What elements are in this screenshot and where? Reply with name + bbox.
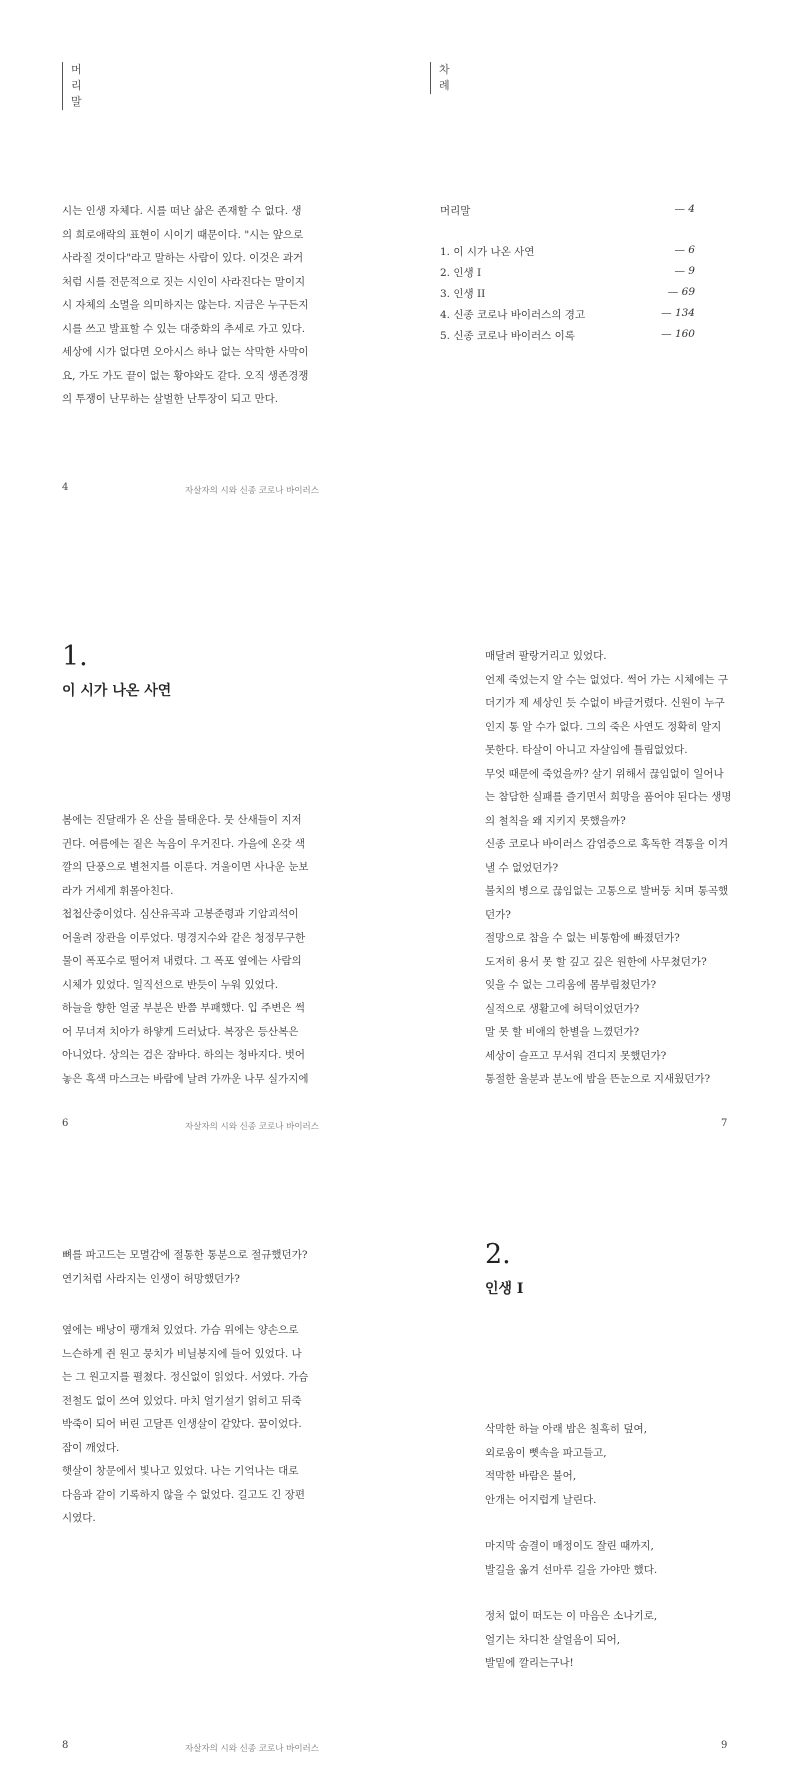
poem-line: 마지막 숨결이 매정이도 잘린 때까지, [485, 1540, 654, 1552]
text-line: 는 그 원고지를 펼쳤다. 정신없이 읽었다. 서였다. 가슴 [62, 1371, 309, 1383]
heading-char: 머 [71, 63, 82, 76]
text-line: 햇살이 창문에서 빛나고 있었다. 나는 기억나는 대로 [62, 1465, 299, 1477]
text-line: 옆에는 배낭이 팽개쳐 있었다. 가슴 위에는 양손으로 [62, 1324, 299, 1336]
poem-line: 적막한 바람은 불어, [485, 1470, 577, 1482]
page6-body [62, 809, 309, 1091]
toc-page: — 69 [667, 286, 695, 298]
text-line: 통절한 울분과 분노에 밤을 뜬눈으로 지새웠던가? [485, 1073, 711, 1085]
toc-entry[interactable] [440, 286, 695, 307]
page9-chapter-number: 2. [485, 1239, 511, 1270]
text-line: 불치의 병으로 끊임없는 고통으로 발버둥 치며 통곡했 [485, 885, 729, 897]
page8-body [62, 1319, 308, 1531]
text-line: 의 철칙을 왜 지키지 못했을까? [485, 814, 626, 827]
poem-line: 얼기는 차디찬 살얼음이 되어, [485, 1633, 621, 1646]
text-line: 뼈를 파고드는 모멸감에 절통한 통분으로 절규했던가? [62, 1249, 308, 1261]
stanza [485, 1535, 657, 1582]
text-line: 처럼 시를 전문적으로 짓는 시인이 사라진다는 말이지 [62, 275, 306, 288]
toc-page: — 134 [661, 307, 695, 319]
text-line: 하늘을 향한 얼굴 부분은 반쯤 부패했다. 입 주변은 썩 [62, 1002, 306, 1014]
toc-entry[interactable] [440, 328, 695, 349]
text-line: 낼 수 없었던가? [485, 861, 559, 874]
toc-label: 5. 신종 코로나 바이러스 이록 [440, 330, 575, 342]
text-line: 박죽이 되어 버린 고달픈 인생살이 같았다. 꿈이었다. [62, 1418, 302, 1430]
poem-line: 삭막한 하늘 아래 밤은 칠흑히 덮여, [485, 1423, 648, 1435]
toc-label: 1. 이 시가 나온 사연 [440, 246, 535, 258]
text-line: 연기처럼 사라지는 인생이 허망했던가? [62, 1272, 240, 1285]
text-line: 무엇 때문에 죽었을까? 살기 위해서 끊임없이 일어나 [485, 767, 724, 780]
toc-label: 2. 인생 I [440, 267, 482, 279]
text-line: 놓은 흑색 마스크는 바람에 날려 가까운 나무 실가지에 [62, 1072, 309, 1085]
text-line: 언제 죽었는지 알 수는 없었다. 썩어 가는 시체에는 구 [485, 673, 729, 686]
toc-page: — 6 [674, 244, 695, 256]
table-of-contents [440, 203, 695, 349]
text-line: 신종 코로나 바이러스 감염증으로 혹독한 격통을 이겨 [485, 838, 729, 850]
text-line: 절망으로 참을 수 없는 비통함에 빠졌던가? [485, 932, 680, 944]
text-line: 세상에 시가 없다면 오아시스 하나 없는 삭막한 사막이 [62, 346, 309, 358]
text-line: 말 못 할 비애의 한별을 느꼈던가? [485, 1026, 640, 1038]
text-line: 의 희로애락의 표현이 시이기 때문이다. "시는 앞으로 [62, 228, 304, 241]
text-line: 다음과 같이 기록하지 않을 수 없었다. 길고도 긴 장편 [62, 1488, 306, 1501]
text-line: 의 투쟁이 난무하는 살벌한 난투장이 되고 만다. [62, 393, 279, 405]
page7-folio: 7 [721, 1118, 728, 1129]
text-line: 어울려 장관을 이루었다. 명경지수와 같은 청정무구한 [62, 931, 306, 944]
page7-body [485, 645, 732, 1092]
text-line: 전철도 없이 쓰여 있었다. 마치 얼기설기 얽히고 뒤죽 [62, 1394, 302, 1407]
text-line: 잊을 수 없는 그리움에 몸부림쳤던가? [485, 979, 657, 991]
poem-line: 발길을 옮겨 선마루 길을 가야만 했다. [485, 1563, 658, 1576]
text-line: 세상이 슬프고 무서워 견디지 못했던가? [485, 1049, 667, 1062]
text-line: 던가? [485, 908, 511, 921]
page9-poem [485, 1418, 657, 1676]
toc-entry[interactable] [440, 244, 695, 265]
page4-heading-vertical [62, 62, 82, 110]
page8-running-head: 자살자의 시와 신종 코로나 바이러스 [185, 1744, 319, 1754]
page5-heading-vertical [430, 62, 450, 94]
page4-folio: 4 [62, 482, 69, 493]
page6-running-head: 자살자의 시와 신종 코로나 바이러스 [185, 1122, 319, 1132]
text-line: 깔의 단풍으로 별천지를 이룬다. 겨울이면 사나운 눈보 [62, 861, 309, 873]
text-line: 어 무너져 치아가 하얗게 드러났다. 복장은 등산복은 [62, 1025, 299, 1038]
page6-chapter-number: 1. [62, 641, 88, 672]
poem-line: 외로움이 뼛속을 파고들고, [485, 1446, 607, 1459]
toc-page: — 4 [674, 203, 695, 215]
heading-char: 리 [71, 79, 82, 92]
toc-page: — 160 [661, 328, 695, 340]
toc-label: 머리말 [440, 205, 471, 217]
text-line: 물이 폭포수로 떨어져 내렸다. 그 폭포 옆에는 사람의 [62, 955, 302, 967]
text-line: 는 참담한 실패를 즐기면서 희망을 품어야 된다는 생명 [485, 791, 732, 803]
heading-char: 말 [71, 95, 82, 108]
toc-label: 4. 신종 코로나 바이러스의 경고 [440, 309, 586, 321]
toc-label: 3. 인생 II [440, 288, 486, 300]
heading-char: 례 [439, 79, 450, 92]
text-line: 요, 가도 가도 끝이 없는 황야와도 같다. 오직 생존경쟁 [62, 369, 309, 382]
page8-folio: 8 [62, 1740, 69, 1751]
text-line: 시를 쓰고 발표할 수 있는 대중화의 추세로 가고 있다. [62, 322, 306, 335]
page4-running-head: 자살자의 시와 신종 코로나 바이러스 [185, 486, 319, 496]
text-line: 못한다. 타살이 아니고 자살임에 틀림없었다. [485, 744, 688, 756]
toc-page: — 9 [674, 265, 695, 277]
text-line: 시였다. [62, 1512, 96, 1524]
stanza [485, 1418, 657, 1512]
text-line: 사라질 것이다"라고 말하는 사람이 있다. 이것은 과거 [62, 252, 304, 264]
page9-chapter-title: 인생 I [485, 1281, 524, 1297]
text-line: 라가 거세게 휘몰아친다. [62, 884, 174, 897]
text-line: 귄다. 여름에는 짙은 녹음이 우거진다. 가을에 온갖 색 [62, 837, 306, 850]
page4-body [62, 200, 309, 412]
page6-folio: 6 [62, 1118, 69, 1129]
text-line: 시 자체의 소멸을 의미하지는 않는다. 지금은 누구든지 [62, 299, 309, 311]
text-line: 잠이 깨었다. [62, 1441, 120, 1454]
page9-folio: 9 [721, 1740, 728, 1751]
toc-entry[interactable] [440, 203, 695, 224]
poem-line: 안개는 어지럽게 날린다. [485, 1493, 597, 1506]
text-line: 매달려 팔랑거리고 있었다. [485, 650, 607, 662]
text-line: 시체가 있었다. 일직선으로 반듯이 누워 있었다. [62, 978, 279, 991]
poem-line: 정처 없이 떠도는 이 마음은 소나기로, [485, 1610, 658, 1622]
text-line: 더기가 제 세상인 듯 수없이 바글거렸다. 신원이 누구 [485, 697, 725, 709]
heading-char: 차 [439, 63, 450, 76]
page6-chapter-title: 이 시가 나온 사연 [62, 683, 172, 699]
toc-entry[interactable] [440, 265, 695, 286]
page8-body-top [62, 1244, 307, 1291]
text-line: 아니었다. 상의는 검은 잠바다. 하의는 청바지다. 벗어 [62, 1049, 306, 1061]
text-line: 도저히 용서 못 할 깊고 깊은 원한에 사무쳤던가? [485, 955, 707, 968]
text-line: 실적으로 생활고에 허덕이었던가? [485, 1002, 640, 1015]
stanza [485, 1605, 657, 1676]
text-line: 인지 통 알 수가 없다. 그의 죽은 사연도 정확히 알지 [485, 720, 722, 733]
text-line: 첩첩산중이었다. 심산유곡과 고봉준령과 기암괴석이 [62, 908, 299, 920]
text-line: 느슨하게 쥔 원고 뭉치가 비닐봉지에 들어 있었다. 나 [62, 1347, 302, 1360]
poem-line: 발밑에 깔리는구나! [485, 1657, 574, 1669]
text-line: 봄에는 진달래가 온 산을 불태운다. 뭇 산새들이 지저 [62, 814, 302, 826]
text-line: 시는 인생 자체다. 시를 떠난 삶은 존재할 수 없다. 생 [62, 205, 302, 217]
toc-entry[interactable] [440, 307, 695, 328]
